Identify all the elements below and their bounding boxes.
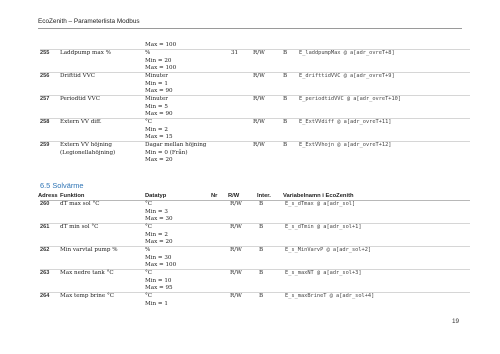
row-function: Extern VV höjning <box>60 142 112 148</box>
row-rw: R/W <box>253 142 265 148</box>
row-datatype: Max = 20 <box>145 157 173 164</box>
row-function: dT min sol °C <box>60 224 99 230</box>
row-variable-name: E_s_maxBrineT @ a[adr_sol+4] <box>285 293 375 299</box>
row-datatype: % <box>145 247 151 253</box>
table-row <box>40 293 470 309</box>
row-datatype: Min = 2 <box>145 126 168 133</box>
row-address: 259 <box>40 142 50 148</box>
row-datatype: Max = 20 <box>145 239 173 246</box>
row-interface: B <box>259 293 264 299</box>
row-interface: B <box>259 224 264 230</box>
row-function: Max temp brine °C <box>60 293 115 299</box>
column-header-inter: Inter. <box>257 193 271 199</box>
row-variable-name: E_ExtVVdiff @ a[adr_ovreT+11] <box>299 119 392 125</box>
table-row <box>40 42 470 50</box>
row-address: 258 <box>40 119 50 125</box>
row-datatype: Min = 1 <box>145 300 168 307</box>
row-datatype: Max = 15 <box>145 134 173 141</box>
table-row <box>40 73 470 96</box>
row-rw: R/W <box>230 247 242 253</box>
row-datatype: Max = 90 <box>145 88 173 95</box>
row-variable-name: E_laddpumpMax @ a[adr_ovreT+8] <box>299 50 395 56</box>
table-row <box>40 247 470 270</box>
row-datatype: Max = 30 <box>145 216 173 223</box>
row-function: Extern VV diff. <box>60 119 102 125</box>
row-function: dT max sol °C <box>60 201 100 207</box>
row-interface: B <box>259 201 264 207</box>
row-datatype: °C <box>145 201 153 207</box>
table-row <box>40 119 470 142</box>
row-datatype: °C <box>145 270 153 276</box>
row-datatype: Minuter <box>145 73 168 79</box>
row-variable-name: E_s_dTmax @ a[adr_sol] <box>285 201 356 207</box>
row-datatype: °C <box>145 224 153 230</box>
column-header-nr: Nr <box>211 193 218 199</box>
row-function: (Legionellahöjning) <box>60 149 116 156</box>
row-datatype: Min = 10 <box>145 277 172 284</box>
row-function: Max nedre tank °C <box>60 270 114 276</box>
table-row <box>40 270 470 293</box>
section-title: 6.5 Solvärme <box>40 181 84 190</box>
row-variable-name: E_drifttidVVC @ a[adr_ovreT+9] <box>299 73 395 79</box>
row-variable-name: E_s_maxNT @ a[adr_sol+3] <box>285 270 362 276</box>
row-rw: R/W <box>230 293 242 299</box>
row-rw: R/W <box>230 201 242 207</box>
row-datatype: Min = 2 <box>145 231 168 238</box>
row-interface: B <box>259 270 264 276</box>
column-header-variabelnamn: Variabelnamn i EcoZenith <box>283 193 354 199</box>
row-address: 257 <box>40 96 50 102</box>
column-header-datatyp: Datatyp <box>145 193 167 199</box>
row-datatype: Max = 100 <box>145 65 177 72</box>
row-interface: B <box>283 142 288 148</box>
table-row <box>40 96 470 119</box>
row-address: 264 <box>40 293 50 299</box>
row-address: 262 <box>40 247 50 253</box>
row-datatype: Minuter <box>145 96 168 102</box>
row-rw: R/W <box>253 119 265 125</box>
table-row <box>40 142 470 166</box>
page-number: 19 <box>452 318 460 325</box>
row-interface: B <box>259 247 264 253</box>
row-interface: B <box>283 73 288 79</box>
row-function: Laddpump max % <box>60 50 111 56</box>
column-header-rw: R/W <box>228 193 240 199</box>
page-header-title: EcoZenith – Parameterlista Modbus <box>38 18 140 25</box>
row-function: Periodtid VVC <box>60 96 100 102</box>
header-rule <box>38 28 462 29</box>
row-interface: B <box>283 119 288 125</box>
row-rw: R/W <box>253 96 265 102</box>
row-datatype: Max = 100 <box>145 262 177 269</box>
table-row <box>40 224 470 247</box>
row-address: 255 <box>40 50 50 56</box>
row-rw: R/W <box>253 73 265 79</box>
row-interface: B <box>283 96 288 102</box>
row-datatype: Max = 95 <box>145 285 173 292</box>
row-datatype: Dagar mellan höjning <box>145 142 207 148</box>
row-datatype: Max = 100 <box>145 42 177 48</box>
row-address: 260 <box>40 201 50 207</box>
row-datatype: Min = 30 <box>145 254 172 261</box>
row-datatype: Min = 3 <box>145 208 168 215</box>
row-datatype: % <box>145 50 151 56</box>
row-nr: 31 <box>231 50 239 56</box>
row-rw: R/W <box>253 50 265 56</box>
row-datatype: Min = 1 <box>145 80 168 87</box>
row-address: 261 <box>40 224 50 230</box>
row-rw: R/W <box>230 270 242 276</box>
row-variable-name: E_ExtVVhojn @ a[adr_ovreT+12] <box>299 142 392 148</box>
row-rw: R/W <box>230 224 242 230</box>
row-datatype: Min = 20 <box>145 57 172 64</box>
row-variable-name: E_s_dTmin @ a[adr_sol+1] <box>285 224 362 230</box>
column-header-funktion: Funktion <box>60 193 85 199</box>
row-address: 263 <box>40 270 50 276</box>
table-row <box>40 50 470 73</box>
row-interface: B <box>283 50 288 56</box>
row-function: Min varvtal pump % <box>60 247 118 253</box>
row-datatype: Min = 0 (Från) <box>145 149 188 156</box>
column-header-adress: Adress <box>38 193 58 199</box>
row-variable-name: E_s_MinVarvP @ a[adr_sol+2] <box>285 247 372 253</box>
row-datatype: °C <box>145 119 153 125</box>
row-function: Drifttid VVC <box>60 73 96 79</box>
table-row <box>40 201 470 224</box>
row-address: 256 <box>40 73 50 79</box>
row-datatype: Min = 5 <box>145 103 168 110</box>
row-datatype: °C <box>145 293 153 299</box>
row-datatype: Max = 90 <box>145 111 173 118</box>
row-variable-name: E_periodtidVVC @ a[adr_ovreT+10] <box>299 96 402 102</box>
